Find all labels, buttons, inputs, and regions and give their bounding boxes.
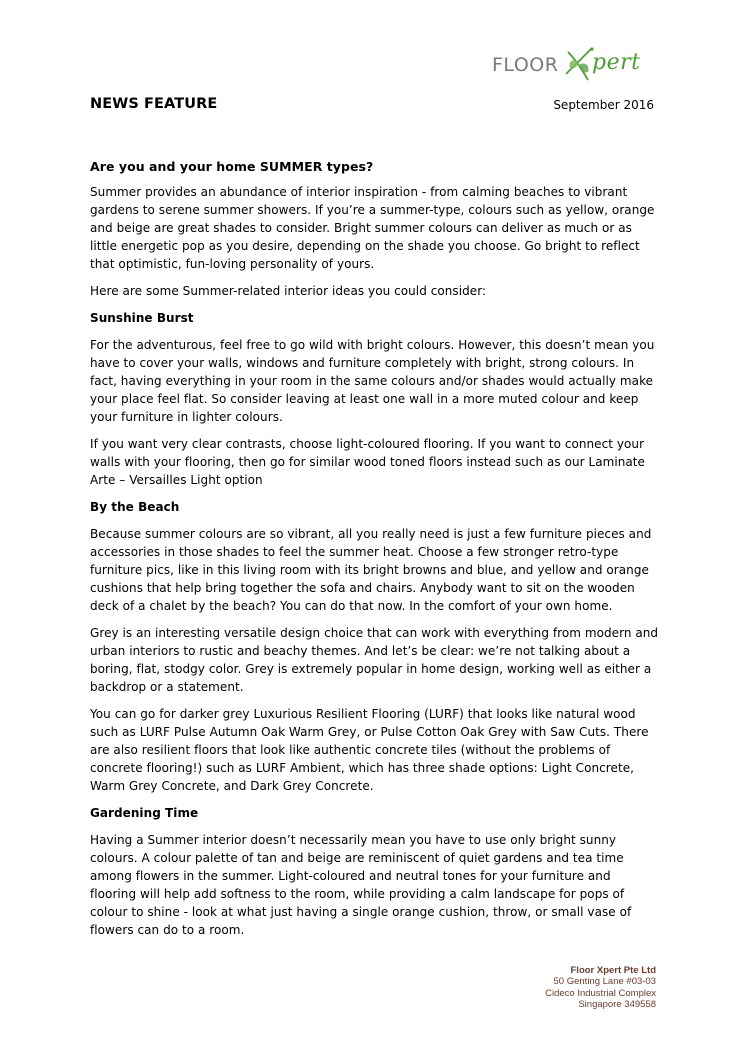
lead-in-paragraph: Here are some Summer-related interior ideas you could consider: — [90, 284, 487, 298]
article-headline: Are you and your home SUMMER types? — [90, 159, 374, 174]
company-address-block — [545, 965, 656, 1010]
logo-x-leaf-icon — [562, 44, 596, 84]
section-paragraph: For the adventurous, feel free to go wild with bright colours. However, this doesn’t mean you have to cover your walls, windows and furniture completely with bright, strong colours. In fact, having everything in your room in the same colours and/or shades would actually make your place feel flat. So consider leaving at least one wall in a more muted colour and keep your furniture in lighter colours. — [90, 338, 655, 424]
page-title: NEWS FEATURE — [90, 96, 218, 112]
floorxpert-logo — [488, 44, 658, 92]
intro-paragraph: Summer provides an abundance of interior inspiration - from calming beaches to vibrant gardens to serene summer showers. If you’re a summer-type, colours such as yellow, orange and beige are great shades to consider. Bright summer colours can deliver as much or as little energetic pop as you desire, depending on the shade you choose. Go bright to reflect that optimistic, fun-loving personality of yours. — [90, 185, 655, 271]
section-heading-gardening-time: Gardening Time — [90, 806, 199, 820]
logo-text-pert: pert — [592, 50, 641, 75]
publication-date: September 2016 — [553, 98, 654, 112]
address-line: Singapore 349558 — [578, 998, 656, 1010]
section-paragraph: Because summer colours are so vibrant, all you really need is just a few furniture pieces and accessories in those shades to feel the summer heat. Choose a few stronger retro-type furniture pics, like in this living room with its bright browns and blue, and yellow and orange cushions that help bring together the sofa and chairs. Anybody want to sit on the wooden deck of a chalet by the beach? You can do that now. In the comfort of your own home. — [90, 527, 652, 613]
section-heading-sunshine-burst: Sunshine Burst — [90, 311, 194, 325]
company-name: Floor Xpert Pte Ltd — [570, 965, 656, 976]
article-body — [90, 158, 660, 948]
section-paragraph: If you want very clear contrasts, choose light-coloured flooring. If you want to connect your walls with your flooring, then go for similar wood toned floors instead such as our Laminate Arte – Versailles Light option — [90, 437, 645, 487]
address-line: Cideco Industrial Complex — [545, 987, 656, 999]
section-paragraph: Having a Summer interior doesn’t necessarily mean you have to use only bright sunny colours. A colour palette of tan and beige are reminiscent of quiet gardens and tea time among flowers in the summer. Light-coloured and neutral tones for your furniture and flooring will help add softness to the room, while providing a calm landscape for pops of colour to shine - look at what just having a single orange cushion, throw, or small vase of flowers can do to a room. — [90, 833, 632, 937]
logo-text-floor: FLOOR — [492, 54, 559, 76]
address-line: 50 Genting Lane #03-03 — [553, 976, 656, 988]
section-paragraph: You can go for darker grey Luxurious Resilient Flooring (LURF) that looks like natural wood such as LURF Pulse Autumn Oak Warm Grey, or Pulse Cotton Oak Grey with Saw Cuts. There are also resilient floors that look like authentic concrete tiles (without the problems of concrete flooring!) such as LURF Ambient, which has three shade options: Light Concrete, Warm Grey Concrete, and Dark Grey Concrete. — [90, 707, 649, 793]
section-paragraph: Grey is an interesting versatile design choice that can work with everything from modern and urban interiors to rustic and beachy themes. And let’s be clear: we’re not talking about a boring, flat, stodgy color. Grey is extremely popular in home design, working well as either a backdrop or a statement. — [90, 626, 659, 694]
section-heading-by-the-beach: By the Beach — [90, 500, 180, 514]
